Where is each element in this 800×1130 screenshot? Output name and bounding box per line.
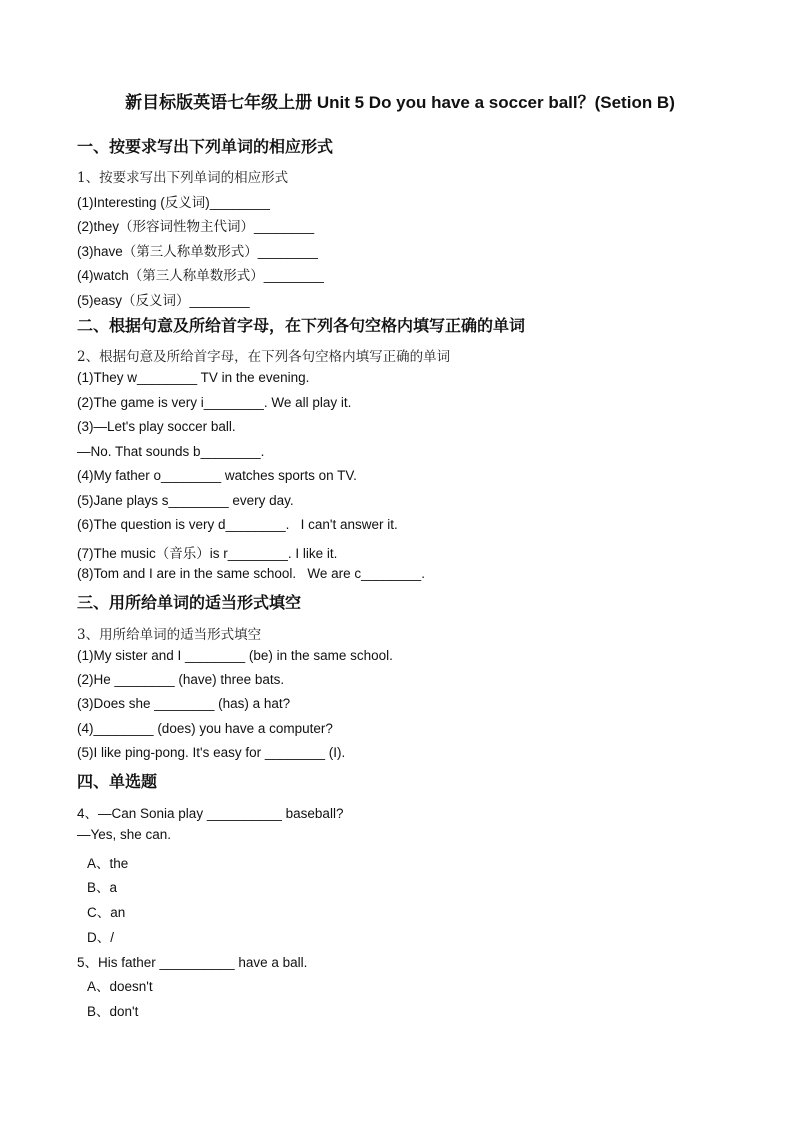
- section-2-item-7: (7)The music（音乐）is r________. I like it.: [77, 546, 338, 561]
- section-3-item-4: (4)________ (does) you have a computer?: [77, 721, 333, 736]
- section-4-heading: 四、单选题: [77, 774, 158, 791]
- section-3-item-2: (2)He ________ (have) three bats.: [77, 672, 285, 687]
- section-3-heading: 三、用所给单词的适当形式填空: [77, 595, 302, 612]
- section-2-item-2: (2)The game is very i________. We all play it.: [77, 395, 352, 410]
- section-1-item-5: (5)easy（反义词）________: [77, 293, 250, 308]
- question-4-option-b: B、a: [87, 880, 118, 895]
- section-2-item-1: (1)They w________ TV in the evening.: [77, 370, 310, 385]
- question-4-reply: —Yes, she can.: [77, 827, 172, 842]
- section-3-instruction: 3、用所给单词的适当形式填空: [77, 627, 262, 643]
- section-3-item-1: (1)My sister and I ________ (be) in the same school.: [77, 648, 393, 663]
- section-2-item-3-reply: —No. That sounds b________.: [77, 444, 265, 459]
- question-5-stem: 5、His father __________ have a ball.: [77, 955, 308, 970]
- section-3-item-5: (5)I like ping-pong. It's easy for ________ (I).: [77, 745, 346, 760]
- section-1-item-3: (3)have（第三人称单数形式）________: [77, 244, 318, 259]
- question-4-option-c: C、an: [87, 905, 126, 920]
- section-2-item-4: (4)My father o________ watches sports on TV.: [77, 468, 357, 483]
- section-1-item-4: (4)watch（第三人称单数形式）________: [77, 268, 324, 283]
- section-1-item-1: (1)Interesting (反义词)________: [77, 195, 270, 210]
- question-4-stem: 4、—Can Sonia play __________ baseball?: [77, 806, 344, 821]
- section-2-item-5: (5)Jane plays s________ every day.: [77, 493, 294, 508]
- section-2-item-8: (8)Tom and I are in the same school. We are c________.: [77, 566, 425, 581]
- page-title: 新目标版英语七年级上册 Unit 5 Do you have a soccer ball？(Setion B): [125, 93, 675, 112]
- section-1-heading: 一、按要求写出下列单词的相应形式: [77, 139, 334, 156]
- question-5-option-b: B、don't: [87, 1004, 139, 1019]
- section-1-instruction: 1、按要求写出下列单词的相应形式: [77, 170, 289, 186]
- question-4-option-a: A、the: [87, 856, 129, 871]
- section-2-item-6: (6)The question is very d________. I can't answer it.: [77, 517, 398, 532]
- section-2-heading: 二、根据句意及所给首字母，在下列各句空格内填写正确的单词: [77, 318, 526, 335]
- question-5-option-a: A、doesn't: [87, 979, 153, 994]
- section-3-item-3: (3)Does she ________ (has) a hat?: [77, 696, 291, 711]
- section-2-instruction: 2、根据句意及所给首字母，在下列各句空格内填写正确的单词: [77, 349, 451, 365]
- question-4-option-d: D、/: [87, 930, 114, 945]
- section-2-item-3: (3)—Let's play soccer ball.: [77, 419, 236, 434]
- section-1-item-2: (2)they（形容词性物主代词）________: [77, 219, 315, 234]
